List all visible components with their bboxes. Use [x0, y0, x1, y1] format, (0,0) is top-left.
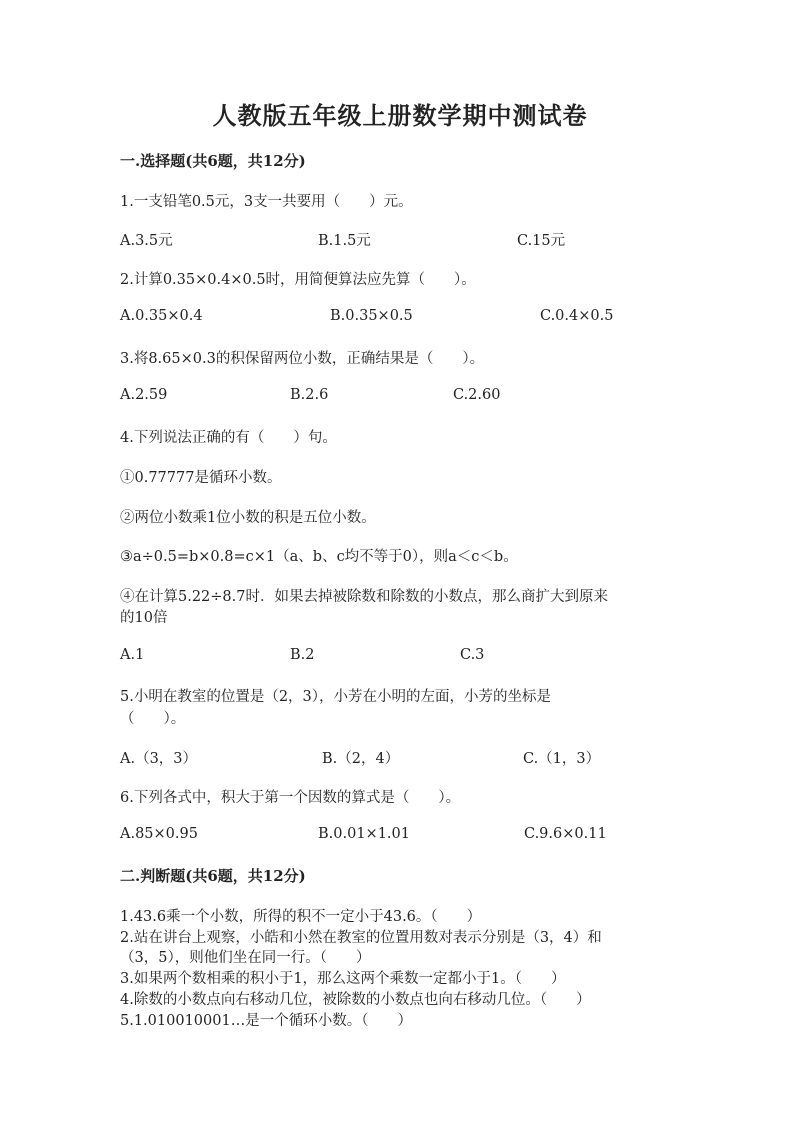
question-5-stem-line-2: （ ）。: [120, 711, 186, 727]
question-5-option-b: B.（2，4）: [322, 751, 400, 767]
question-4-option-b: B.2: [290, 647, 315, 663]
question-4-statement-4-cont: 的10倍: [120, 610, 168, 626]
question-6-option-c: C.9.6×0.11: [524, 826, 607, 842]
question-4-option-c: C.3: [460, 647, 485, 663]
question-4-stem: 4.下列说法正确的有（ ）句。: [120, 430, 337, 446]
question-6-option-b: B.0.01×1.01: [318, 826, 410, 842]
question-3-option-a: A.2.59: [120, 387, 168, 403]
question-3-option-c: C.2.60: [453, 387, 501, 403]
question-1-option-c: C.15元: [517, 233, 566, 249]
question-6-option-a: A.85×0.95: [120, 826, 198, 842]
question-5-option-c: C.（1，3）: [523, 751, 601, 767]
question-5-stem-line-1: 5.小明在教室的位置是（2，3），小芳在小明的左面，小芳的坐标是: [120, 689, 552, 705]
question-5-option-a: A.（3，3）: [120, 751, 198, 767]
section-heading-judgement: 二.判断题(共6题，共12分): [120, 867, 306, 885]
judgement-item-1: 1.43.6乘一个小数，所得的积不一定小于43.6。（ ）: [120, 909, 482, 925]
judgement-item-3: 3.如果两个数相乘的积小于1，那么这两个乘数一定都小于1。（ ）: [120, 971, 566, 987]
question-1-option-a: A.3.5元: [120, 233, 173, 249]
question-3-option-b: B.2.6: [290, 387, 329, 403]
question-4-statement-1: ①0.77777是循环小数。: [120, 470, 282, 486]
judgement-item-4: 4.除数的小数点向右移动几位，被除数的小数点也向右移动几位。（ ）: [120, 992, 591, 1008]
section-heading-choice: 一.选择题(共6题，共12分): [120, 152, 306, 170]
question-4-statement-3: ③a÷0.5=b×0.8=c×1（a、b、c均不等于0），则a＜c＜b。: [120, 549, 518, 565]
question-2-option-b: B.0.35×0.5: [330, 308, 413, 324]
question-3-stem: 3.将8.65×0.3的积保留两位小数，正确结果是（ ）。: [120, 351, 485, 367]
judgement-item-2: 2.站在讲台上观察，小皓和小然在教室的位置用数对表示分别是（3，4）和: [120, 930, 602, 946]
question-1-stem: 1.一支铅笔0.5元，3支一共要用（ ）元。: [120, 194, 413, 210]
question-2-stem: 2.计算0.35×0.4×0.5时，用简便算法应先算（ ）。: [120, 272, 476, 288]
question-4-option-a: A.1: [120, 647, 145, 663]
question-4-statement-2: ②两位小数乘1位小数的积是五位小数。: [120, 510, 376, 526]
page-title: 人教版五年级上册数学期中测试卷: [212, 101, 588, 130]
question-1-option-b: B.1.5元: [318, 233, 371, 249]
question-4-statement-4: ④在计算5.22÷8.7时．如果去掉被除数和除数的小数点，那么商扩大到原来: [120, 589, 608, 605]
question-2-option-c: C.0.4×0.5: [540, 308, 614, 324]
judgement-item-2-cont: （3，5），则他们坐在同一行。（ ）: [120, 950, 371, 966]
question-6-stem: 6.下列各式中，积大于第一个因数的算式是（ ）。: [120, 790, 461, 806]
judgement-item-5: 5.1.010010001…是一个循环小数。（ ）: [120, 1013, 412, 1029]
question-2-option-a: A.0.35×0.4: [120, 308, 203, 324]
